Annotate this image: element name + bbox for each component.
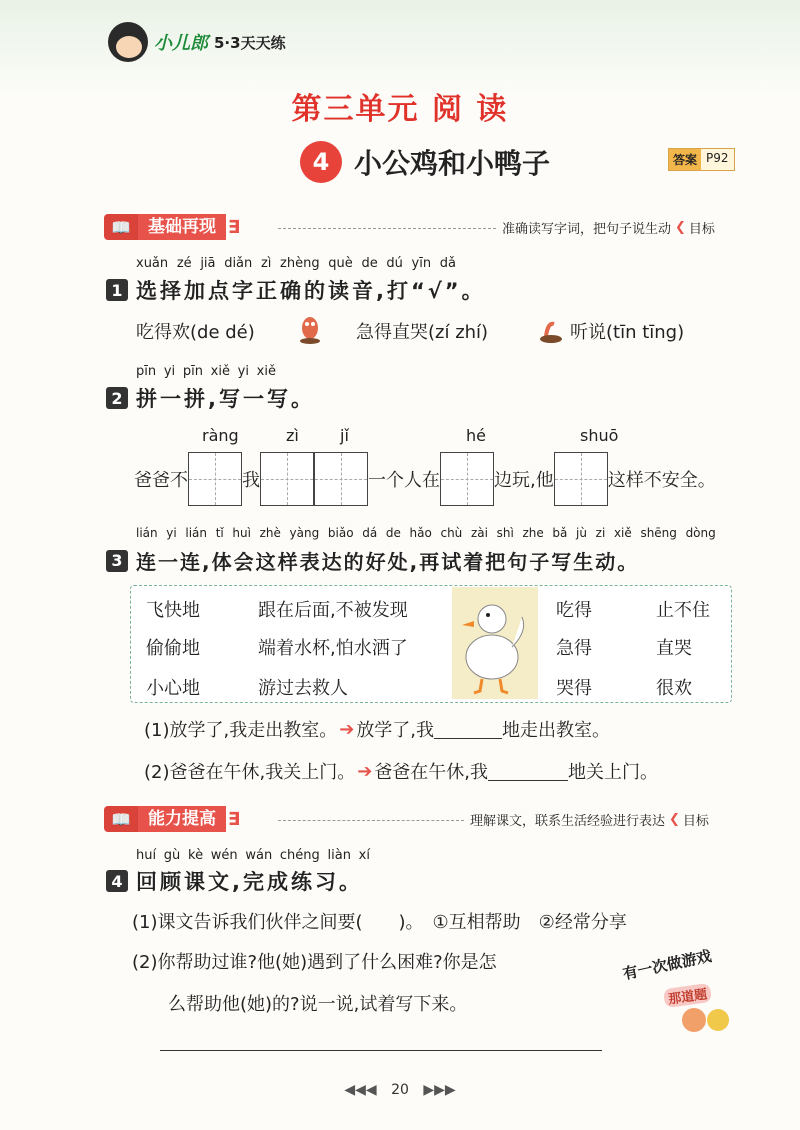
question-text: 回顾课文,完成练习。	[136, 870, 363, 894]
children-icon	[678, 1004, 734, 1036]
lesson-title: 小公鸡和小鸭子	[354, 147, 551, 180]
match-mid-1[interactable]: 跟在后面,不被发现	[258, 600, 408, 621]
goal-text: 理解课文，联系生活经验进行表达	[470, 814, 666, 829]
page-footer	[0, 1082, 800, 1098]
q1-item-2[interactable]: 急得直哭(zí zhí)	[356, 322, 489, 343]
question-number: 4	[106, 870, 128, 892]
brand-series: 5·3天天练	[214, 33, 286, 52]
question-number: 2	[106, 387, 128, 409]
section-divider	[278, 228, 496, 229]
section-divider	[278, 820, 464, 821]
book-icon: 📖	[104, 806, 138, 832]
q2-pinyin: pīn yi pīn xiě yi xiě	[136, 364, 276, 379]
banner-tail-icon: ∃	[228, 808, 241, 830]
worm-icon	[298, 314, 322, 348]
section-label: 基础再现	[138, 214, 226, 240]
question-2	[106, 383, 315, 413]
q4-pinyin: huí gù kè wén wán chéng liàn xí	[136, 848, 370, 863]
goal-arrow-icon: ❮	[669, 812, 680, 827]
box-pinyin-shuo: shuō	[580, 426, 619, 445]
match-mid-2[interactable]: 端着水杯,怕水洒了	[258, 638, 408, 659]
char-box[interactable]	[314, 452, 368, 506]
prev-arrows-icon: ◀◀◀	[344, 1082, 377, 1098]
goal-text: 准确读写字词，把句子说生动	[502, 222, 672, 237]
duck-illustration	[452, 587, 538, 699]
question-text: 选择加点字正确的读音,打“√”。	[136, 279, 486, 303]
section-goal	[502, 218, 715, 237]
answer-label: 答案	[669, 149, 701, 170]
arrow-icon: ➔	[357, 760, 373, 782]
char-box[interactable]	[554, 452, 608, 506]
question-text: 连一连,体会这样表达的好处,再试着把句子写生动。	[136, 550, 640, 574]
q3-sentence-1: (1)放学了,我走出教室。 ➔ 放学了,我 地走出教室。	[144, 718, 611, 741]
lesson-number: 4	[300, 141, 342, 183]
brand-name: 小儿郎	[154, 33, 208, 54]
lesson-heading	[300, 140, 550, 184]
match-mid-3[interactable]: 游过去救人	[258, 678, 348, 699]
section-goal	[470, 810, 709, 829]
match-right-a-2[interactable]: 急得	[556, 638, 592, 659]
answer-reference	[668, 148, 735, 171]
goal-tag: 目标	[682, 814, 709, 829]
answer-blank[interactable]	[488, 762, 568, 781]
arrow-icon: ➔	[339, 718, 355, 740]
q3-pinyin: lián yi lián tǐ huì zhè yàng biǎo dá de hǎo chù zài shì zhe bǎ jù zi xiě shēng dòng	[136, 526, 716, 540]
goal-tag: 目标	[688, 222, 715, 237]
q2-sentence: 爸爸不 我 一个人在 边玩,他 这样不安全。	[134, 452, 716, 506]
section-banner-basic	[104, 214, 240, 240]
char-box[interactable]	[260, 452, 314, 506]
match-right-b-2[interactable]: 直哭	[656, 638, 692, 659]
question-number: 1	[106, 279, 128, 301]
box-pinyin-zi: zì	[286, 426, 299, 445]
question-1	[106, 275, 486, 305]
section-label: 能力提高	[138, 806, 226, 832]
book-icon: 📖	[104, 214, 138, 240]
mascot-icon	[108, 22, 148, 62]
banner-tail-icon: ∃	[228, 216, 241, 238]
char-box[interactable]	[188, 452, 242, 506]
question-4	[106, 866, 363, 896]
bubble-text-1: 有一次做游戏	[621, 946, 714, 984]
question-text: 拼一拼,写一写。	[136, 387, 315, 411]
q4-part-2-line1: (2)你帮助过谁?他(她)遇到了什么困难?你是怎	[132, 952, 497, 973]
matching-table	[130, 585, 732, 703]
unit-title: 第三单元 阅 读	[291, 92, 509, 127]
brand-logo	[108, 22, 286, 62]
question-3	[106, 546, 639, 575]
writing-line[interactable]	[160, 1050, 602, 1051]
match-left-3[interactable]: 小心地	[146, 678, 200, 699]
question-number: 3	[106, 550, 128, 572]
answer-page: P92	[701, 149, 734, 170]
box-pinyin-he: hé	[466, 426, 486, 445]
page-number: 20	[391, 1082, 409, 1098]
goal-arrow-icon: ❮	[675, 220, 686, 235]
match-left-1[interactable]: 飞快地	[146, 600, 200, 621]
match-right-b-1[interactable]: 止不住	[656, 600, 710, 621]
thought-bubble	[614, 948, 744, 1036]
q4-part-1[interactable]: (1)课文告诉我们伙伴之间要( )。 ①互相帮助 ②经常分享	[132, 912, 627, 933]
section-banner-advanced	[104, 806, 240, 832]
worm-hole-icon	[538, 318, 564, 348]
q4-part-2-line2: 么帮助他(她)的?说一说,试着写下来。	[168, 994, 468, 1015]
q1-pinyin: xuǎn zé jiā diǎn zì zhèng què de dú yīn dǎ	[136, 256, 456, 271]
next-arrows-icon: ▶▶▶	[423, 1082, 456, 1098]
box-pinyin-ji: jǐ	[340, 426, 349, 445]
box-pinyin-rang: ràng	[202, 426, 239, 445]
q1-item-3[interactable]: 听说(tīn tīng)	[570, 322, 685, 343]
match-right-a-3[interactable]: 哭得	[556, 678, 592, 699]
q3-sentence-2: (2)爸爸在午休,我关上门。 ➔ 爸爸在午休,我 地关上门。	[144, 760, 659, 783]
answer-blank[interactable]	[434, 720, 502, 739]
match-right-a-1[interactable]: 吃得	[556, 600, 592, 621]
match-right-b-3[interactable]: 很欢	[656, 678, 692, 699]
char-box[interactable]	[440, 452, 494, 506]
bubble-text-2: 那道题	[663, 983, 712, 1008]
q1-item-1[interactable]: 吃得欢(de dé)	[136, 322, 255, 343]
match-left-2[interactable]: 偷偷地	[146, 638, 200, 659]
